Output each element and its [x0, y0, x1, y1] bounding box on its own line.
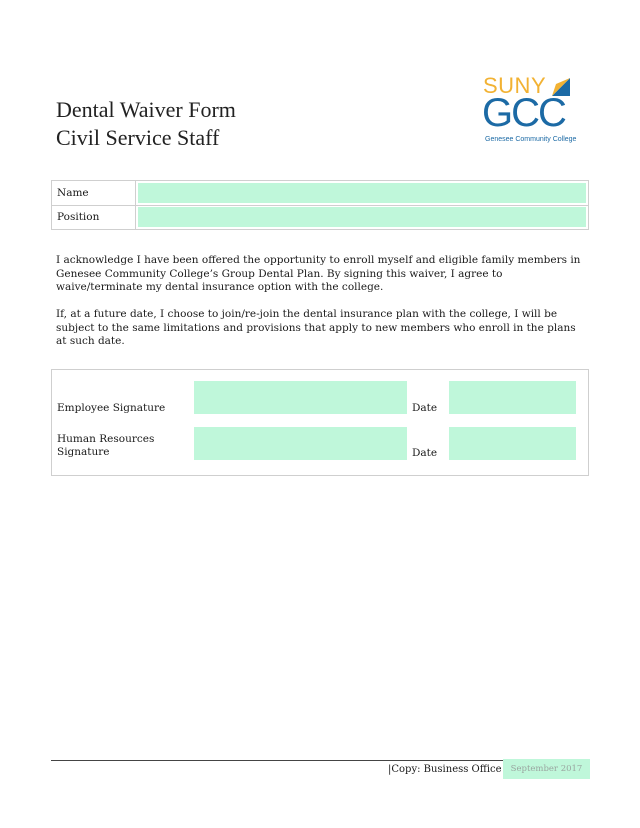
hr-date-field[interactable]	[449, 427, 576, 460]
name-input[interactable]	[138, 183, 586, 203]
footer-copy-text: |Copy: Business Office	[388, 764, 502, 775]
logo-subtitle: Genesee Community College	[485, 136, 577, 143]
name-row	[52, 181, 588, 206]
signature-section	[51, 369, 589, 476]
position-input[interactable]	[138, 207, 586, 227]
form-title	[56, 96, 236, 152]
position-label: Position	[52, 205, 136, 229]
hr-signature-label	[57, 433, 154, 459]
hr-signature-field[interactable]	[194, 427, 407, 460]
position-row	[52, 205, 588, 229]
acknowledgement-paragraph: I acknowledge I have been offered the opportunity to enroll myself and eligible family members in Genesee Community College’s Group Dental Plan. By signing this waiver, I agree to waive/terminate my dental insurance option with the college.	[56, 254, 581, 293]
employee-signature-field[interactable]	[194, 381, 407, 414]
logo-gcc-text: GCC	[482, 91, 565, 135]
hr-signature-label-line2: Signature	[57, 446, 110, 458]
employee-signature-label: Employee Signature	[57, 402, 166, 414]
form-title-line2: Civil Service Staff	[56, 125, 220, 150]
college-logo	[482, 74, 582, 148]
name-label: Name	[52, 181, 136, 205]
hr-date-label: Date	[412, 447, 438, 459]
future-enrollment-paragraph: If, at a future date, I choose to join/re-join the dental insurance plan with the college, I will be subject to the same limitations and provisions that apply to new members who enroll in the plans at such date.	[56, 308, 576, 347]
form-title-line1: Dental Waiver Form	[56, 97, 236, 122]
footer-date-field[interactable]: September 2017	[503, 759, 590, 779]
hr-signature-label-line1: Human Resources	[57, 433, 155, 445]
employee-date-label: Date	[412, 402, 438, 414]
employee-date-field[interactable]	[449, 381, 576, 414]
logo-suny-text: SUNY	[483, 73, 547, 98]
employee-info-table	[51, 180, 589, 230]
